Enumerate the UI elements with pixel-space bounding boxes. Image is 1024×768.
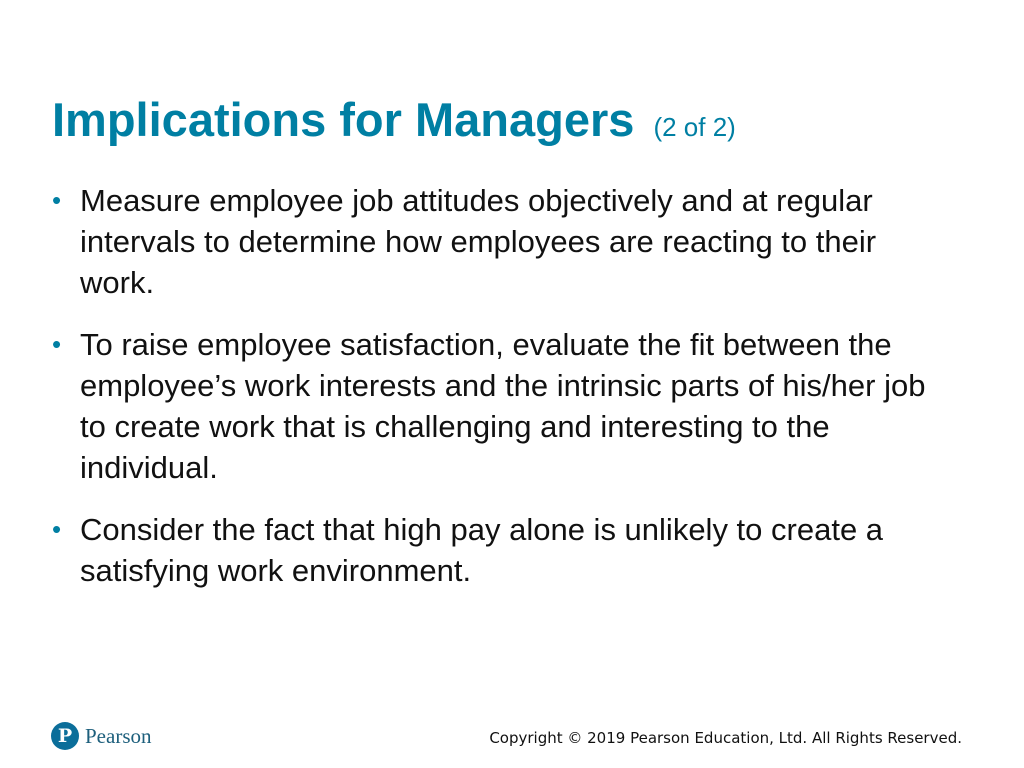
title-page-indicator: (2 of 2): [653, 112, 736, 142]
bullet-text: Measure employee job attitudes objectively and at regular intervals to determine how employees are reacting to their work.: [80, 183, 877, 300]
pearson-logo-text: Pearson: [85, 723, 152, 748]
bullet-item: [50, 324, 950, 488]
bullet-icon: •: [52, 329, 62, 359]
title-text: Implications for Managers: [52, 93, 635, 146]
copyright-notice: Copyright © 2019 Pearson Education, Ltd. All Rights Reserved.: [489, 729, 962, 747]
slide-title: [52, 92, 736, 155]
bullet-icon: •: [52, 185, 62, 215]
bullet-item: [50, 180, 950, 303]
bullet-icon: •: [52, 514, 62, 544]
pearson-logo: [51, 722, 152, 750]
bullet-text: To raise employee satisfaction, evaluate the fit between the employee’s work interests and the intrinsic parts of his/her job to create work that is challenging and interesting to the individual.: [80, 327, 926, 485]
bullet-item: [50, 509, 950, 591]
bullet-list: [50, 180, 950, 612]
bullet-text: Consider the fact that high pay alone is unlikely to create a satisfying work environment.: [80, 512, 884, 588]
pearson-logo-icon: P: [51, 722, 79, 750]
